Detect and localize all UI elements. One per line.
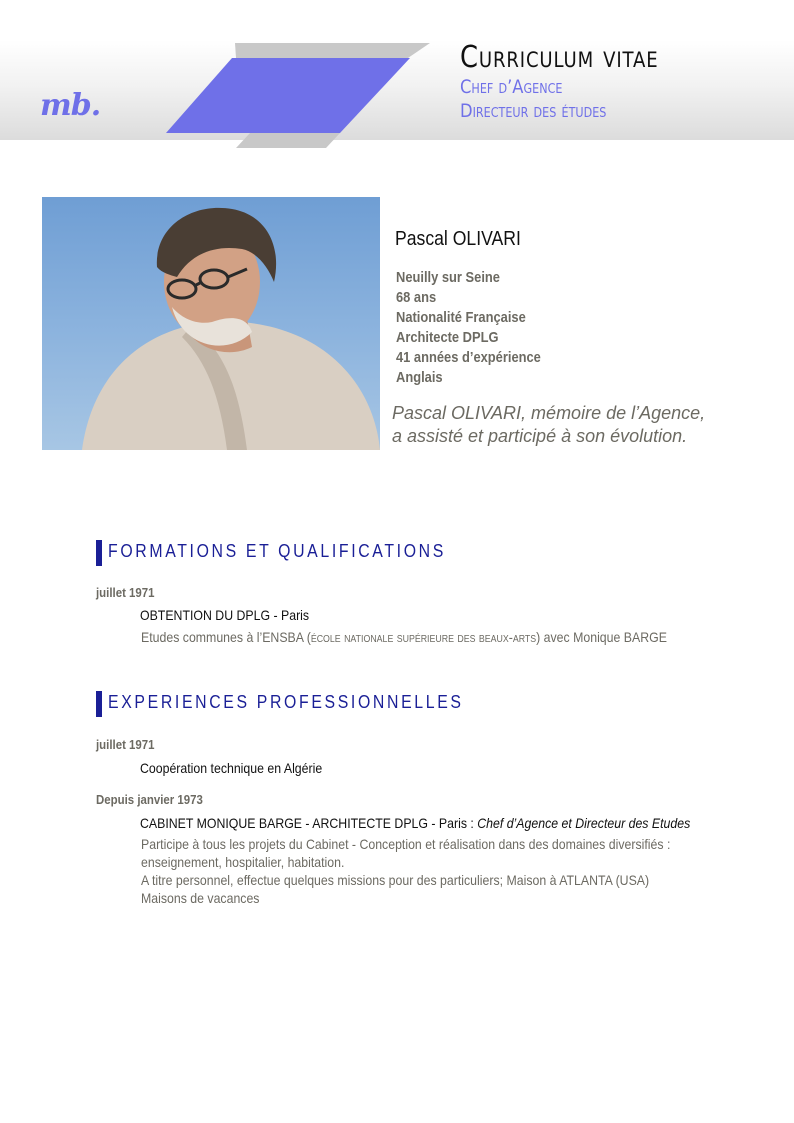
header-shape	[150, 40, 440, 150]
section-bar	[96, 540, 102, 566]
detail-city: Neuilly sur Seine	[396, 269, 500, 286]
quote-line-2: a assisté et participé à son évolution.	[392, 426, 688, 446]
agency-logo: mb.	[40, 88, 101, 123]
profile-photo	[42, 197, 380, 450]
experience-desc-line: Maisons de vacances	[141, 890, 260, 906]
experience-title-2-main: CABINET MONIQUE BARGE - ARCHITECTE DPLG - Paris :	[140, 815, 478, 831]
experience-desc-line: A titre personnel, effectue quelques missions pour des particuliers; Maison à ATLANTA (USA)	[141, 872, 650, 888]
formation-desc-suffix: ) avec Monique BARGE	[536, 629, 667, 645]
role-line-1: Chef d’Agence	[460, 76, 563, 98]
formation-title-main: OBTENTION DU DPLG	[140, 607, 271, 623]
detail-nationality: Nationalité Française	[396, 309, 526, 326]
section-title-experiences: EXPERIENCES PROFESSIONNELLES	[108, 692, 464, 712]
experience-desc-line: enseignement, hospitalier, habitation.	[141, 854, 345, 870]
formation-description	[141, 628, 667, 646]
detail-experience: 41 années d’expérience	[396, 349, 541, 366]
quote-line-1: Pascal OLIVARI, mémoire de l’Agence,	[392, 403, 706, 423]
section-bar	[96, 691, 102, 717]
header-shape-blue	[166, 58, 410, 133]
experience-description-2	[141, 835, 670, 907]
experience-title-1: Coopération technique en Algérie	[140, 760, 323, 776]
section-title-formations: FORMATIONS ET QUALIFICATIONS	[108, 541, 446, 561]
formation-desc-school: école nationale supérieure des beaux-arts	[310, 629, 537, 645]
formation-title	[140, 607, 309, 623]
experience-desc-line: Participe à tous les projets du Cabinet - Conception et réalisation dans des domaines diversifiés :	[141, 836, 671, 852]
experience-date-1: juillet 1971	[96, 737, 155, 752]
formation-date: juillet 1971	[96, 585, 155, 600]
detail-age: 68 ans	[396, 289, 437, 306]
detail-qualification: Architecte DPLG	[396, 329, 499, 346]
experience-title-2-role: Chef d’Agence et Directeur des Etudes	[477, 815, 691, 831]
experience-date-2: Depuis janvier 1973	[96, 792, 203, 807]
page-title: Curriculum vitae	[460, 40, 659, 75]
experience-title-2	[140, 815, 690, 831]
profile-quote	[392, 402, 705, 448]
profile-photo-illustration	[42, 197, 380, 450]
formation-desc-prefix: Etudes communes à l’ENSBA (	[141, 629, 311, 645]
formation-title-suffix: - Paris	[270, 607, 310, 623]
person-name: Pascal OLIVARI	[395, 228, 521, 250]
profile-details	[396, 268, 564, 388]
header-shape-grey	[235, 43, 430, 58]
detail-language: Anglais	[396, 369, 443, 386]
role-line-2: Directeur des études	[460, 100, 607, 122]
header-shape-grey-bottom	[236, 133, 340, 148]
